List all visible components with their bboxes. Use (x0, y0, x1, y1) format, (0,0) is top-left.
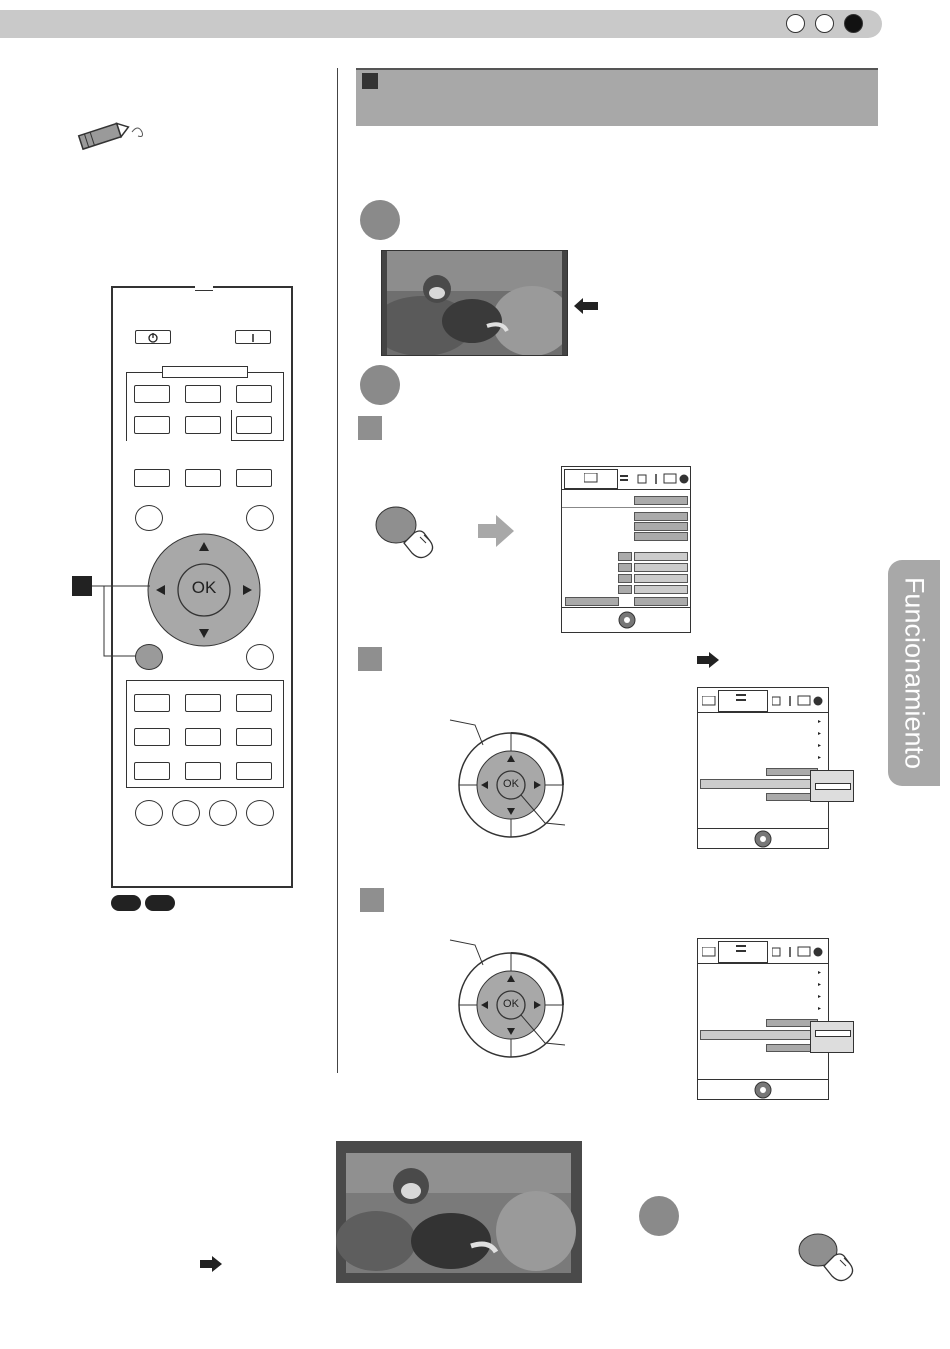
input-group-frame-lower (231, 410, 284, 441)
menu-screen-input-1: ▸ ▸ ▸ ▸ (697, 687, 829, 849)
menu-tab-icons (620, 473, 690, 485)
standby-button[interactable] (135, 330, 171, 344)
mode-button-2[interactable] (185, 694, 221, 712)
menu-row-highlighted (700, 1030, 828, 1040)
picture-icon (702, 947, 716, 957)
on-icon (236, 332, 270, 344)
right-arrow-bottom-icon (200, 1256, 222, 1272)
mode-button-7[interactable] (134, 762, 170, 780)
input-button-2[interactable] (185, 385, 221, 403)
right-arrow-icon (478, 515, 514, 547)
hand-press-icon (374, 505, 454, 561)
right-arrow-small-icon (697, 652, 719, 668)
bottom-round-button-3[interactable] (209, 800, 237, 826)
mode-button-9[interactable] (236, 762, 272, 780)
round-button-right[interactable] (246, 505, 274, 531)
input-icon (736, 944, 748, 954)
mode-button-6[interactable] (236, 728, 272, 746)
chapter-side-tab (888, 560, 940, 786)
function-button-3[interactable] (236, 469, 272, 487)
column-divider (337, 68, 338, 1073)
callout-marker (72, 576, 92, 596)
mode-button-8[interactable] (185, 762, 221, 780)
menu-nav-icon (754, 830, 772, 848)
section-bullet (362, 73, 378, 89)
substep-c-marker (360, 888, 384, 912)
substep-b-marker (358, 647, 382, 671)
input-button-1[interactable] (134, 385, 170, 403)
bottom-round-button-2[interactable] (172, 800, 200, 826)
input-button-3[interactable] (236, 385, 272, 403)
input-button-4[interactable] (134, 416, 170, 434)
substep-a-marker (358, 416, 382, 440)
progress-dot-3 (844, 14, 863, 33)
power-icon (136, 332, 170, 344)
mode-button-4[interactable] (134, 728, 170, 746)
menu-screen-picture (561, 466, 691, 633)
picture-icon (584, 473, 598, 483)
bottom-round-button-4[interactable] (246, 800, 274, 826)
progress-dot-2 (815, 14, 834, 33)
model-badge-2 (145, 895, 175, 911)
menu-row-highlighted (700, 779, 828, 789)
mode-button-1[interactable] (134, 694, 170, 712)
input-button-5[interactable] (185, 416, 221, 434)
input-icon (736, 693, 748, 703)
input-group-label-box (162, 366, 248, 378)
dpad-1-ok-label: OK (503, 778, 519, 790)
red-panda-photo-framed (336, 1141, 582, 1283)
on-button[interactable] (235, 330, 271, 344)
model-badge-1 (111, 895, 141, 911)
side-tab-label: Funcionamiento (899, 576, 930, 770)
menu-nav-icon (618, 611, 636, 629)
red-panda-photo-small (381, 250, 568, 356)
step-1-circle (360, 200, 400, 240)
step-3-circle (639, 1196, 679, 1236)
memo-pencil-icon (74, 118, 154, 152)
menu-tab-icons (772, 946, 828, 958)
left-arrow-icon (574, 298, 598, 314)
menu-popup (810, 1021, 854, 1053)
remote-ok-label[interactable]: OK (191, 578, 217, 597)
step-2-circle (360, 365, 400, 405)
hand-press-icon-bottom (798, 1232, 868, 1282)
function-button-2[interactable] (185, 469, 221, 487)
menu-screen-input-2: ▸ ▸ ▸ ▸ (697, 938, 829, 1100)
top-header-bar (0, 10, 882, 38)
remote-notch (195, 286, 213, 291)
menu-nav-icon (754, 1081, 772, 1099)
callout-leader-lines (92, 580, 152, 660)
mode-button-3[interactable] (236, 694, 272, 712)
round-button-left[interactable] (135, 505, 163, 531)
picture-icon (702, 696, 716, 706)
mode-button-5[interactable] (185, 728, 221, 746)
menu-tab-icons (772, 695, 828, 707)
menu-popup (810, 770, 854, 802)
function-button-1[interactable] (134, 469, 170, 487)
back-button[interactable] (246, 644, 274, 670)
dpad-2-ok-label: OK (503, 998, 519, 1010)
progress-dot-1 (786, 14, 805, 33)
bottom-round-button-1[interactable] (135, 800, 163, 826)
section-header-band (356, 68, 878, 126)
